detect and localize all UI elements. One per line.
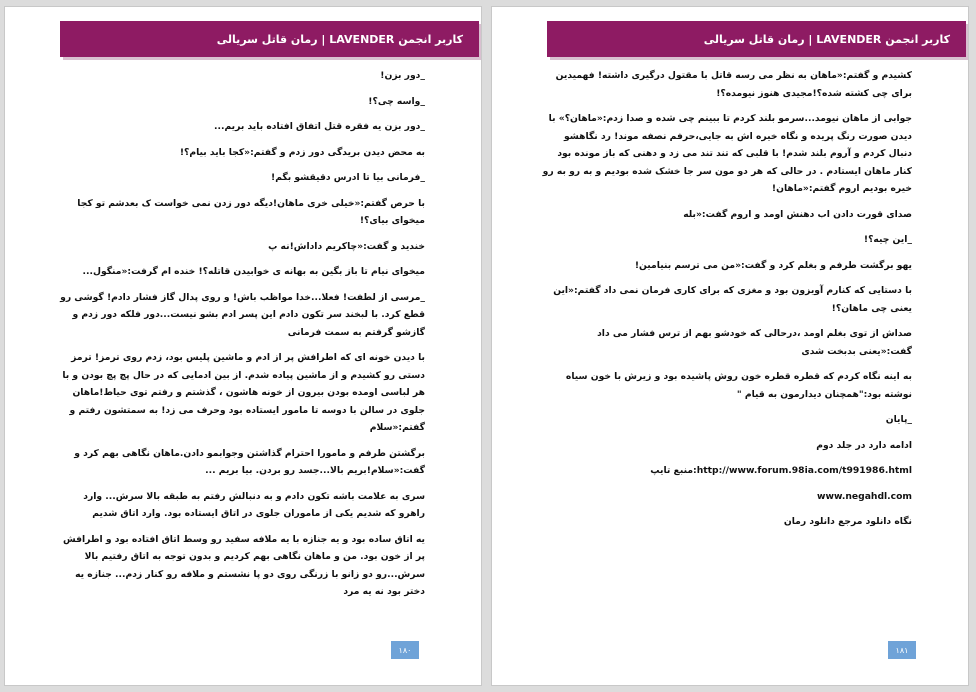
paragraph: _واسه چی؟! [368, 95, 425, 107]
paragraph: خندید و گفت:«چاکریم داداش!نه پ [268, 240, 425, 252]
page-number: ۱۸۰ [391, 641, 419, 659]
paragraph: سری به علامت باشه تکون دادم و به دنبالش رفتم به طبقه بالا سرش... وارد راهرو که شدیم یکی از ماموران جلوی در اتاق ایستاده بود. وارد اتاق شدیم [83, 490, 425, 519]
page-body [55, 67, 425, 635]
paragraph: یه اتاق ساده بود و یه جنازه با یه ملافه سفید رو وسط اتاق افتاده بود و اطرافش پر از خون بود. من و ماهان نگاهی بهم کردیم و بدون توجه به اتاق رفتیم بالا سرش...رو دو زانو با زرنگی روی دو پا نشستم و ملافه رو کنار زدم... جنازه یه دختر بود نه یه مرد [62, 533, 425, 597]
header-title: رمان قاتل سریالی | LAVENDER کاربر انجمن [216, 32, 463, 46]
paragraph: با حرص گفتم:«خیلی خری ماهان!دیگه دور زدن نمی خواست ک بعدشم تو کجا میخوای بیای؟! [77, 197, 425, 226]
paragraph: برگشتن طرفم و مامورا احترام گذاشتن وجوابمو دادن.ماهان نگاهی بهم کرد و گفت:«سلام!بریم بالا...جسد رو بردن. بیا بریم ... [74, 447, 425, 476]
paragraph: با دیدن خونه ای که اطرافش پر از ادم و ماشین پلیس بود، زدم روی ترمز! ترمز دستی رو کشیدم و از ماشین پیاده شدم. از بین ادمایی که در حال پچ پچ بودن و با هر لباسی اومده بودن بیرون از خونه هاشون ، گذشتم و رفتم توی حیاط!ماهان جلوی در سالن با دوسه تا مامور ایستاده بود وحرف می زد! به سمتشون رفتم و گفتم:«سلام [62, 352, 425, 433]
page-number: ۱۸۱ [888, 641, 916, 659]
paragraph: _پایان [885, 414, 912, 425]
left-page [4, 6, 482, 686]
source-link[interactable]: منبع تایپ:http://www.forum.98ia.com/t991986.html [650, 465, 912, 476]
page-header [60, 21, 479, 57]
paragraph: _دور بزن یه فقره قتل اتفاق افتاده باید بریم... [214, 121, 425, 132]
header-title: رمان قاتل سریالی | LAVENDER کاربر انجمن [703, 32, 950, 46]
paragraph: جوابی از ماهان نیومد...سرمو بلند کردم تا ببینم چی شده و صدا زدم:«ماهان؟» با دیدن صورت رنگ پریده و نگاه خیره اش به جایی،حرفم نصفه موند! رد نگاهشو دنبال کردم و آروم بلند شدم! با قلبی که تند تند می زد و دهنی که باز مونده بود کنار ماهان ایستادم . در حالی که هر دو مون سر جا خشک شده بودیم و به رو به رو خیره بودیم اروم گفتم:«ماهان! [542, 113, 912, 194]
paragraph: میخوای نیام تا باز بگین به بهانه ی خوابیدن قاتله؟! خنده ام گرفت:«منگول... [82, 266, 425, 277]
paragraph: _فرمانی بیا تا ادرس دقیقشو بگم! [271, 172, 425, 183]
paragraph: _مرسی از لطفت! فعلا...خدا مواظب باش! و روی پدال گاز فشار دادم! گوشی رو قطع کرد. با لبخند سر تکون دادم این پسر ادم بشو نیست...دور فلکه دور زدم و گازشو گرفتم به سمت فرمانی [60, 291, 425, 338]
page-body [542, 67, 912, 635]
page-header [547, 21, 966, 57]
paragraph: یهو برگشت طرفم و بغلم کرد و گفت:«من می ترسم بنیامین! [634, 259, 912, 271]
paragraph: کشیدم و گفتم:«ماهان به نظر می رسه قاتل با مقتول درگیری داشته! فهمیدین برای چی کشته شده؟!مجیدی هنوز نیومده؟! [555, 70, 912, 99]
right-page [491, 6, 969, 686]
paragraph: ادامه دارد در جلد دوم [816, 439, 912, 451]
paragraph: _این چیه؟! [863, 234, 912, 245]
paragraph: صداش از توی بغلم اومد ،درحالی که خودشو بهم از ترس فشار می داد گفت:«یعنی بدبخت شدی [597, 328, 912, 357]
paragraph: _دور بزن! [380, 70, 425, 81]
paragraph: با دستایی که کنارم آویزون بود و مغزی که برای کاری فرمان نمی داد گفتم:«این یعنی چی ماهان؟! [553, 285, 912, 314]
paragraph: صدای قورت دادن اب دهنش اومد و اروم گفت:«بله [683, 208, 912, 220]
paragraph: به اینه نگاه کردم که قطره قطره خون روش پاشیده بود و زیرش با خون سیاه نوشته بود:"همچنان دیدارمون به قیام " [565, 371, 912, 400]
paragraph: نگاه دانلود مرجع دانلود رمان [783, 516, 912, 527]
website-link[interactable]: www.negahdl.com [816, 490, 912, 502]
paragraph: به محض دیدن بریدگی دور زدم و گفتم:«کجا باید بیام؟! [179, 146, 425, 158]
